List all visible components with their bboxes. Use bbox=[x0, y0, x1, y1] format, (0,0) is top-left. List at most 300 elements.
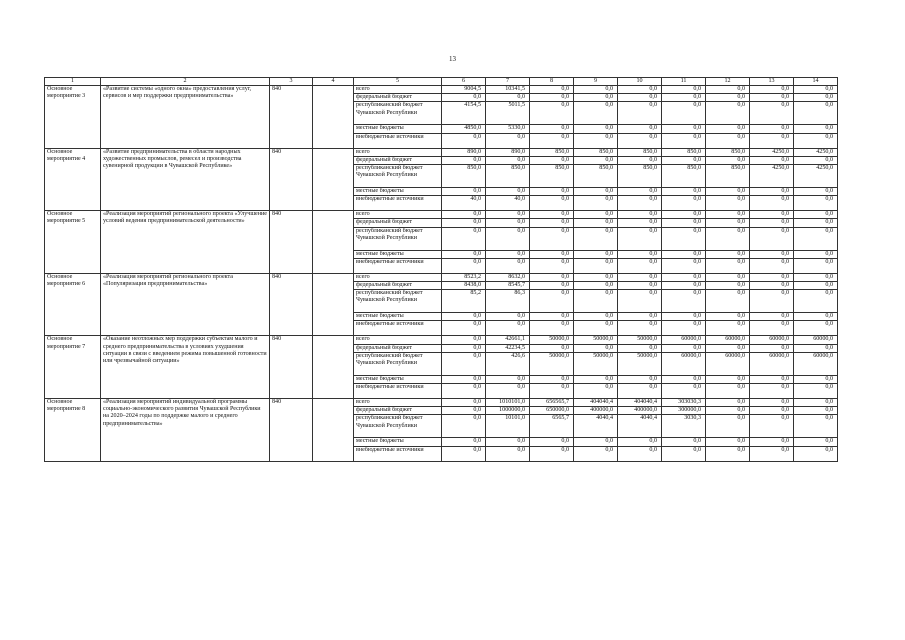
amount-cell: 0,0 bbox=[530, 250, 574, 258]
amount-cell: 0,0 bbox=[442, 227, 486, 250]
amount-cell: 0,0 bbox=[794, 227, 838, 250]
amount-cell: 50000,0 bbox=[618, 352, 662, 375]
amount-cell: 0,0 bbox=[530, 290, 574, 313]
amount-cell: 0,0 bbox=[662, 102, 706, 125]
amount-cell: 60000,0 bbox=[750, 336, 794, 344]
amount-cell: 0,0 bbox=[618, 344, 662, 352]
column-number: 11 bbox=[662, 78, 706, 86]
amount-cell: 0,0 bbox=[486, 438, 530, 446]
amount-cell: 50000,0 bbox=[574, 352, 618, 375]
amount-cell: 0,0 bbox=[574, 273, 618, 281]
amount-cell: 50000,0 bbox=[574, 336, 618, 344]
empty-cell bbox=[313, 148, 354, 211]
amount-cell: 0,0 bbox=[530, 188, 574, 196]
amount-cell: 0,0 bbox=[794, 258, 838, 273]
amount-cell: 40,0 bbox=[442, 196, 486, 211]
amount-cell: 0,0 bbox=[486, 384, 530, 399]
amount-cell: 0,0 bbox=[574, 321, 618, 336]
table-row bbox=[45, 336, 838, 344]
amount-cell: 0,0 bbox=[706, 399, 750, 407]
measure-title: «Развитие системы «одного окна» предоставления услуг, сервисов и мер поддержки предпринимательства» bbox=[101, 86, 270, 149]
amount-cell: 0,0 bbox=[486, 227, 530, 250]
table-row bbox=[45, 399, 838, 407]
amount-cell: 0,0 bbox=[574, 227, 618, 250]
amount-cell: 60000,0 bbox=[662, 352, 706, 375]
amount-cell: 50000,0 bbox=[618, 336, 662, 344]
amount-cell: 0,0 bbox=[618, 188, 662, 196]
measure-name: Основное мероприятие 6 bbox=[45, 273, 101, 336]
amount-cell: 5011,5 bbox=[486, 102, 530, 125]
funding-source: федеральный бюджет bbox=[354, 156, 442, 164]
amount-cell: 0,0 bbox=[662, 156, 706, 164]
column-number: 1 bbox=[45, 78, 101, 86]
amount-cell: 0,0 bbox=[618, 125, 662, 133]
amount-cell: 0,0 bbox=[574, 211, 618, 219]
amount-cell: 0,0 bbox=[662, 196, 706, 211]
funding-source: республиканский бюджет Чувашской Республики bbox=[354, 352, 442, 375]
amount-cell: 4250,0 bbox=[750, 148, 794, 156]
funding-source: всего bbox=[354, 211, 442, 219]
column-number-row bbox=[45, 78, 838, 86]
amount-cell: 0,0 bbox=[618, 446, 662, 461]
amount-cell: 0,0 bbox=[618, 313, 662, 321]
amount-cell: 0,0 bbox=[750, 211, 794, 219]
amount-cell: 0,0 bbox=[618, 227, 662, 250]
amount-cell: 0,0 bbox=[662, 375, 706, 383]
amount-cell: 890,0 bbox=[486, 148, 530, 156]
amount-cell: 0,0 bbox=[574, 375, 618, 383]
amount-cell: 0,0 bbox=[750, 156, 794, 164]
amount-cell: 8523,2 bbox=[442, 273, 486, 281]
amount-cell: 4250,0 bbox=[794, 165, 838, 188]
amount-cell: 303030,3 bbox=[662, 399, 706, 407]
amount-cell: 0,0 bbox=[794, 321, 838, 336]
amount-cell: 0,0 bbox=[794, 156, 838, 164]
empty-cell bbox=[313, 86, 354, 149]
amount-cell: 0,0 bbox=[706, 407, 750, 415]
amount-cell: 0,0 bbox=[706, 282, 750, 290]
funding-source: федеральный бюджет bbox=[354, 407, 442, 415]
funding-source: федеральный бюджет bbox=[354, 344, 442, 352]
amount-cell: 0,0 bbox=[574, 156, 618, 164]
amount-cell: 0,0 bbox=[794, 94, 838, 102]
amount-cell: 0,0 bbox=[662, 282, 706, 290]
amount-cell: 0,0 bbox=[794, 219, 838, 227]
amount-cell: 0,0 bbox=[486, 250, 530, 258]
column-number: 13 bbox=[750, 78, 794, 86]
amount-cell: 60000,0 bbox=[794, 352, 838, 375]
amount-cell: 0,0 bbox=[750, 399, 794, 407]
amount-cell: 0,0 bbox=[530, 438, 574, 446]
amount-cell: 0,0 bbox=[530, 156, 574, 164]
amount-cell: 850,0 bbox=[662, 148, 706, 156]
responsible-code: 840 bbox=[270, 399, 313, 462]
amount-cell: 0,0 bbox=[750, 258, 794, 273]
measure-title: «Развитие предпринимательства в области народных художественных промыслов, ремесел и производства сувенирной продукции в Чувашской Республике» bbox=[101, 148, 270, 211]
amount-cell: 0,0 bbox=[530, 258, 574, 273]
funding-source: федеральный бюджет bbox=[354, 282, 442, 290]
amount-cell: 8438,0 bbox=[442, 282, 486, 290]
amount-cell: 0,0 bbox=[750, 94, 794, 102]
amount-cell: 42661,1 bbox=[486, 336, 530, 344]
amount-cell: 60000,0 bbox=[662, 336, 706, 344]
amount-cell: 0,0 bbox=[574, 94, 618, 102]
amount-cell: 0,0 bbox=[794, 415, 838, 438]
amount-cell: 0,0 bbox=[750, 290, 794, 313]
amount-cell: 0,0 bbox=[750, 282, 794, 290]
amount-cell: 0,0 bbox=[574, 446, 618, 461]
amount-cell: 0,0 bbox=[794, 102, 838, 125]
amount-cell: 0,0 bbox=[530, 94, 574, 102]
amount-cell: 650000,0 bbox=[530, 407, 574, 415]
funding-source: всего bbox=[354, 273, 442, 281]
amount-cell: 0,0 bbox=[662, 384, 706, 399]
amount-cell: 0,0 bbox=[618, 282, 662, 290]
amount-cell: 0,0 bbox=[442, 188, 486, 196]
funding-source: местные бюджеты bbox=[354, 125, 442, 133]
amount-cell: 4850,0 bbox=[442, 125, 486, 133]
amount-cell: 0,0 bbox=[794, 133, 838, 148]
amount-cell: 0,0 bbox=[794, 211, 838, 219]
amount-cell: 8545,7 bbox=[486, 282, 530, 290]
funding-source: внебюджетные источники bbox=[354, 384, 442, 399]
amount-cell: 6565,7 bbox=[530, 415, 574, 438]
amount-cell: 0,0 bbox=[618, 321, 662, 336]
amount-cell: 0,0 bbox=[442, 94, 486, 102]
amount-cell: 0,0 bbox=[618, 211, 662, 219]
amount-cell: 0,0 bbox=[662, 94, 706, 102]
amount-cell: 60000,0 bbox=[794, 336, 838, 344]
column-number: 10 bbox=[618, 78, 662, 86]
amount-cell: 0,0 bbox=[574, 133, 618, 148]
amount-cell: 10341,5 bbox=[486, 86, 530, 94]
amount-cell: 0,0 bbox=[442, 407, 486, 415]
amount-cell: 0,0 bbox=[442, 219, 486, 227]
amount-cell: 0,0 bbox=[662, 133, 706, 148]
amount-cell: 0,0 bbox=[706, 196, 750, 211]
amount-cell: 85,2 bbox=[442, 290, 486, 313]
amount-cell: 0,0 bbox=[442, 399, 486, 407]
amount-cell: 0,0 bbox=[662, 219, 706, 227]
measure-name: Основное мероприятие 3 bbox=[45, 86, 101, 149]
amount-cell: 0,0 bbox=[662, 227, 706, 250]
amount-cell: 850,0 bbox=[530, 148, 574, 156]
column-number: 4 bbox=[313, 78, 354, 86]
amount-cell: 4040,4 bbox=[574, 415, 618, 438]
amount-cell: 0,0 bbox=[442, 156, 486, 164]
column-number: 7 bbox=[486, 78, 530, 86]
table-row bbox=[45, 273, 838, 281]
amount-cell: 0,0 bbox=[706, 250, 750, 258]
amount-cell: 0,0 bbox=[750, 188, 794, 196]
amount-cell: 426,6 bbox=[486, 352, 530, 375]
amount-cell: 0,0 bbox=[706, 313, 750, 321]
amount-cell: 0,0 bbox=[486, 219, 530, 227]
amount-cell: 0,0 bbox=[706, 102, 750, 125]
measure-name: Основное мероприятие 5 bbox=[45, 211, 101, 274]
amount-cell: 0,0 bbox=[618, 196, 662, 211]
funding-source: республиканский бюджет Чувашской Республики bbox=[354, 415, 442, 438]
amount-cell: 0,0 bbox=[486, 446, 530, 461]
amount-cell: 0,0 bbox=[530, 375, 574, 383]
amount-cell: 0,0 bbox=[794, 196, 838, 211]
amount-cell: 850,0 bbox=[530, 165, 574, 188]
funding-source: внебюджетные источники bbox=[354, 446, 442, 461]
amount-cell: 0,0 bbox=[750, 125, 794, 133]
amount-cell: 0,0 bbox=[442, 321, 486, 336]
amount-cell: 0,0 bbox=[442, 352, 486, 375]
funding-source: внебюджетные источники bbox=[354, 133, 442, 148]
funding-source: всего bbox=[354, 336, 442, 344]
amount-cell: 0,0 bbox=[794, 273, 838, 281]
amount-cell: 0,0 bbox=[618, 156, 662, 164]
amount-cell: 40,0 bbox=[486, 196, 530, 211]
funding-source: республиканский бюджет Чувашской Республики bbox=[354, 165, 442, 188]
amount-cell: 0,0 bbox=[530, 211, 574, 219]
amount-cell: 0,0 bbox=[618, 86, 662, 94]
amount-cell: 0,0 bbox=[706, 94, 750, 102]
funding-source: республиканский бюджет Чувашской Республики bbox=[354, 290, 442, 313]
empty-cell bbox=[313, 336, 354, 399]
amount-cell: 0,0 bbox=[618, 290, 662, 313]
amount-cell: 0,0 bbox=[662, 211, 706, 219]
amount-cell: 0,0 bbox=[750, 133, 794, 148]
amount-cell: 0,0 bbox=[574, 219, 618, 227]
amount-cell: 0,0 bbox=[794, 446, 838, 461]
amount-cell: 0,0 bbox=[750, 196, 794, 211]
amount-cell: 0,0 bbox=[750, 250, 794, 258]
amount-cell: 0,0 bbox=[662, 273, 706, 281]
amount-cell: 50000,0 bbox=[530, 352, 574, 375]
amount-cell: 0,0 bbox=[794, 313, 838, 321]
responsible-code: 840 bbox=[270, 148, 313, 211]
amount-cell: 9004,5 bbox=[442, 86, 486, 94]
amount-cell: 0,0 bbox=[530, 133, 574, 148]
amount-cell: 0,0 bbox=[618, 94, 662, 102]
funding-source: всего bbox=[354, 399, 442, 407]
funding-source: всего bbox=[354, 148, 442, 156]
amount-cell: 0,0 bbox=[530, 446, 574, 461]
measure-name: Основное мероприятие 7 bbox=[45, 336, 101, 399]
amount-cell: 0,0 bbox=[530, 125, 574, 133]
amount-cell: 4040,4 bbox=[618, 415, 662, 438]
amount-cell: 0,0 bbox=[706, 415, 750, 438]
amount-cell: 0,0 bbox=[574, 250, 618, 258]
amount-cell: 0,0 bbox=[442, 438, 486, 446]
amount-cell: 0,0 bbox=[486, 188, 530, 196]
amount-cell: 0,0 bbox=[530, 313, 574, 321]
amount-cell: 0,0 bbox=[530, 321, 574, 336]
amount-cell: 850,0 bbox=[442, 165, 486, 188]
amount-cell: 0,0 bbox=[794, 375, 838, 383]
amount-cell: 850,0 bbox=[618, 165, 662, 188]
responsible-code: 840 bbox=[270, 211, 313, 274]
responsible-code: 840 bbox=[270, 86, 313, 149]
amount-cell: 0,0 bbox=[574, 282, 618, 290]
amount-cell: 0,0 bbox=[530, 384, 574, 399]
amount-cell: 404040,4 bbox=[618, 399, 662, 407]
amount-cell: 0,0 bbox=[662, 290, 706, 313]
amount-cell: 0,0 bbox=[618, 133, 662, 148]
amount-cell: 0,0 bbox=[750, 446, 794, 461]
amount-cell: 0,0 bbox=[706, 156, 750, 164]
amount-cell: 0,0 bbox=[442, 415, 486, 438]
amount-cell: 0,0 bbox=[750, 102, 794, 125]
amount-cell: 0,0 bbox=[750, 344, 794, 352]
amount-cell: 0,0 bbox=[750, 438, 794, 446]
amount-cell: 60000,0 bbox=[706, 352, 750, 375]
amount-cell: 0,0 bbox=[530, 219, 574, 227]
amount-cell: 0,0 bbox=[574, 102, 618, 125]
amount-cell: 0,0 bbox=[794, 188, 838, 196]
amount-cell: 0,0 bbox=[706, 125, 750, 133]
amount-cell: 0,0 bbox=[530, 282, 574, 290]
funding-source: федеральный бюджет bbox=[354, 94, 442, 102]
amount-cell: 0,0 bbox=[750, 384, 794, 399]
amount-cell: 0,0 bbox=[794, 399, 838, 407]
amount-cell: 50000,0 bbox=[530, 336, 574, 344]
amount-cell: 0,0 bbox=[618, 250, 662, 258]
funding-source: внебюджетные источники bbox=[354, 196, 442, 211]
amount-cell: 0,0 bbox=[794, 250, 838, 258]
amount-cell: 0,0 bbox=[618, 438, 662, 446]
measure-title: «Реализация мероприятий регионального проекта «Улучшение условий ведения предпринимательской деятельности» bbox=[101, 211, 270, 274]
amount-cell: 10101,0 bbox=[486, 415, 530, 438]
amount-cell: 0,0 bbox=[486, 313, 530, 321]
amount-cell: 0,0 bbox=[662, 321, 706, 336]
amount-cell: 0,0 bbox=[706, 273, 750, 281]
measure-name: Основное мероприятие 4 bbox=[45, 148, 101, 211]
amount-cell: 0,0 bbox=[442, 211, 486, 219]
amount-cell: 0,0 bbox=[530, 227, 574, 250]
amount-cell: 0,0 bbox=[750, 273, 794, 281]
responsible-code: 840 bbox=[270, 273, 313, 336]
amount-cell: 0,0 bbox=[706, 211, 750, 219]
amount-cell: 850,0 bbox=[574, 148, 618, 156]
page-number: 13 bbox=[449, 55, 456, 63]
amount-cell: 404040,4 bbox=[574, 399, 618, 407]
amount-cell: 850,0 bbox=[706, 148, 750, 156]
amount-cell: 0,0 bbox=[618, 375, 662, 383]
amount-cell: 0,0 bbox=[794, 290, 838, 313]
amount-cell: 0,0 bbox=[706, 188, 750, 196]
amount-cell: 0,0 bbox=[662, 446, 706, 461]
amount-cell: 0,0 bbox=[706, 86, 750, 94]
amount-cell: 0,0 bbox=[706, 321, 750, 336]
amount-cell: 0,0 bbox=[574, 196, 618, 211]
amount-cell: 0,0 bbox=[706, 446, 750, 461]
amount-cell: 0,0 bbox=[442, 446, 486, 461]
amount-cell: 60000,0 bbox=[750, 352, 794, 375]
measure-name: Основное мероприятие 8 bbox=[45, 399, 101, 462]
amount-cell: 0,0 bbox=[574, 384, 618, 399]
budget-table-body bbox=[45, 78, 838, 462]
column-number: 6 bbox=[442, 78, 486, 86]
measure-title: «Реализация мероприятий регионального проекта «Популяризация предпринимательства» bbox=[101, 273, 270, 336]
amount-cell: 0,0 bbox=[706, 227, 750, 250]
amount-cell: 0,0 bbox=[706, 375, 750, 383]
amount-cell: 0,0 bbox=[750, 415, 794, 438]
amount-cell: 0,0 bbox=[442, 313, 486, 321]
amount-cell: 0,0 bbox=[750, 321, 794, 336]
funding-source: всего bbox=[354, 86, 442, 94]
amount-cell: 0,0 bbox=[530, 273, 574, 281]
amount-cell: 42234,5 bbox=[486, 344, 530, 352]
amount-cell: 0,0 bbox=[662, 313, 706, 321]
amount-cell: 850,0 bbox=[574, 165, 618, 188]
funding-source: местные бюджеты bbox=[354, 375, 442, 383]
amount-cell: 0,0 bbox=[662, 250, 706, 258]
amount-cell: 86,3 bbox=[486, 290, 530, 313]
amount-cell: 5330,0 bbox=[486, 125, 530, 133]
amount-cell: 0,0 bbox=[574, 344, 618, 352]
amount-cell: 0,0 bbox=[486, 156, 530, 164]
amount-cell: 0,0 bbox=[442, 336, 486, 344]
column-number: 3 bbox=[270, 78, 313, 86]
empty-cell bbox=[313, 211, 354, 274]
amount-cell: 0,0 bbox=[750, 313, 794, 321]
amount-cell: 0,0 bbox=[794, 384, 838, 399]
amount-cell: 0,0 bbox=[750, 375, 794, 383]
amount-cell: 656565,7 bbox=[530, 399, 574, 407]
table-row bbox=[45, 148, 838, 156]
empty-cell bbox=[313, 273, 354, 336]
amount-cell: 0,0 bbox=[486, 211, 530, 219]
amount-cell: 0,0 bbox=[662, 438, 706, 446]
amount-cell: 400000,0 bbox=[618, 407, 662, 415]
amount-cell: 0,0 bbox=[618, 384, 662, 399]
column-number: 8 bbox=[530, 78, 574, 86]
amount-cell: 0,0 bbox=[486, 375, 530, 383]
amount-cell: 4154,5 bbox=[442, 102, 486, 125]
amount-cell: 0,0 bbox=[794, 282, 838, 290]
amount-cell: 60000,0 bbox=[706, 336, 750, 344]
funding-source: внебюджетные источники bbox=[354, 321, 442, 336]
amount-cell: 0,0 bbox=[618, 219, 662, 227]
funding-source: внебюджетные источники bbox=[354, 258, 442, 273]
amount-cell: 0,0 bbox=[574, 86, 618, 94]
column-number: 12 bbox=[706, 78, 750, 86]
amount-cell: 0,0 bbox=[662, 125, 706, 133]
amount-cell: 1000000,0 bbox=[486, 407, 530, 415]
amount-cell: 0,0 bbox=[794, 86, 838, 94]
amount-cell: 890,0 bbox=[442, 148, 486, 156]
funding-source: местные бюджеты bbox=[354, 438, 442, 446]
amount-cell: 0,0 bbox=[574, 290, 618, 313]
funding-source: федеральный бюджет bbox=[354, 219, 442, 227]
amount-cell: 0,0 bbox=[530, 196, 574, 211]
funding-source: местные бюджеты bbox=[354, 313, 442, 321]
amount-cell: 0,0 bbox=[750, 219, 794, 227]
amount-cell: 0,0 bbox=[750, 227, 794, 250]
responsible-code: 840 bbox=[270, 336, 313, 399]
amount-cell: 4250,0 bbox=[750, 165, 794, 188]
amount-cell: 850,0 bbox=[662, 165, 706, 188]
amount-cell: 0,0 bbox=[662, 188, 706, 196]
amount-cell: 0,0 bbox=[530, 102, 574, 125]
amount-cell: 850,0 bbox=[486, 165, 530, 188]
amount-cell: 0,0 bbox=[662, 86, 706, 94]
amount-cell: 0,0 bbox=[794, 125, 838, 133]
funding-source: местные бюджеты bbox=[354, 250, 442, 258]
amount-cell: 0,0 bbox=[486, 94, 530, 102]
amount-cell: 850,0 bbox=[706, 165, 750, 188]
amount-cell: 0,0 bbox=[442, 344, 486, 352]
amount-cell: 0,0 bbox=[618, 258, 662, 273]
amount-cell: 850,0 bbox=[618, 148, 662, 156]
amount-cell: 0,0 bbox=[794, 407, 838, 415]
amount-cell: 0,0 bbox=[618, 273, 662, 281]
